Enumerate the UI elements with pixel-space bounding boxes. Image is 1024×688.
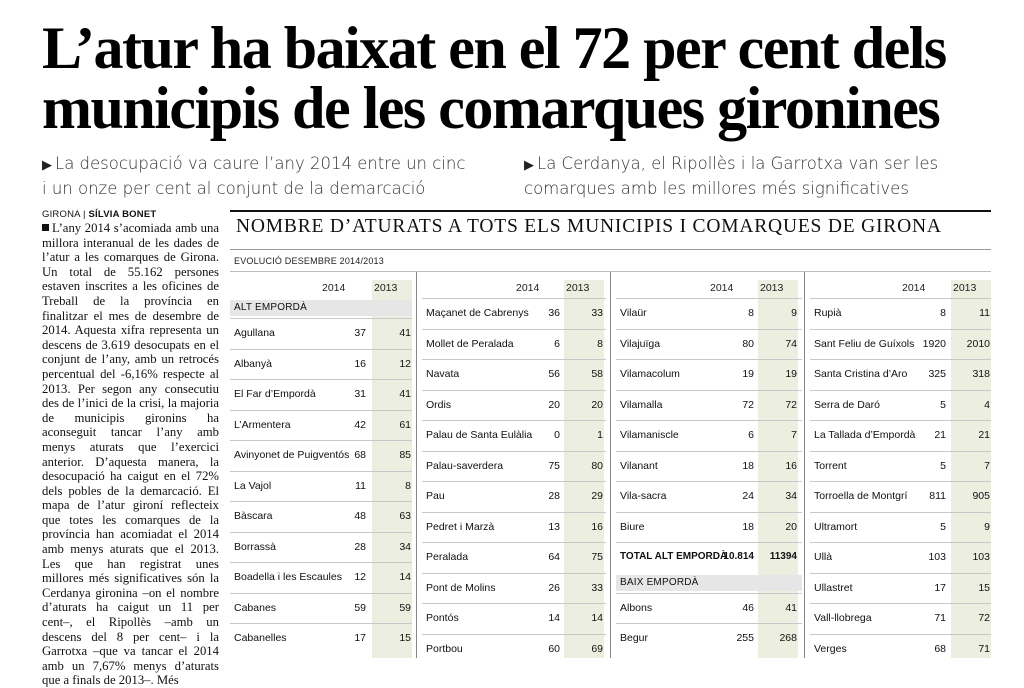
table-row [230,501,412,532]
municipality-name: Pedret i Marzà [426,520,495,533]
headline-line-2: municipis de les comarques gironines [42,75,940,141]
value-2014: 18 [742,459,754,472]
value-2014: 28 [354,540,366,553]
value-2013: 12 [399,357,411,370]
municipality-name: Vilajuïga [620,337,661,350]
table-row [810,512,991,543]
municipality-name: Portbou [426,642,463,655]
value-2014: 68 [354,449,366,461]
value-2014: 48 [354,510,366,522]
value-2014: 59 [354,601,366,614]
year-header-2014: 2014 [902,282,926,294]
table-row [616,451,802,482]
table-row [230,410,412,441]
byline-author: SÍLVIA BONET [88,209,157,220]
value-2014: 71 [934,612,946,624]
value-2013: 69 [591,642,603,655]
value-2014: 36 [548,307,560,319]
table-row [810,298,991,329]
municipality-name: Navata [426,368,460,380]
table-row [422,542,606,573]
municipality-name: Pont de Molins [426,581,496,594]
table-row [616,623,802,654]
value-2014: 18 [742,520,754,533]
value-2013: 103 [972,551,990,563]
table-column [810,272,991,658]
value-2013: 21 [978,429,990,441]
value-2013: 11394 [769,551,797,562]
value-2013: 63 [399,510,411,522]
year-header-2013: 2013 [760,282,784,294]
value-2014: 72 [742,398,754,411]
column-separator [416,272,417,658]
table-row [422,298,606,329]
value-2014: 103 [928,551,946,563]
municipality-name: Avinyonet de Puigventós [234,449,350,461]
municipality-name: Begur [620,632,649,644]
table-row [616,593,802,624]
table-row [422,603,606,634]
value-2014: 60 [548,642,560,655]
municipality-name: Ultramort [814,520,858,533]
municipality-name: Rupià [814,307,842,319]
municipality-name: Pontós [426,612,459,624]
table-title-rule [230,249,991,250]
value-2013: 14 [591,612,603,624]
subhead-1-line-2: i un onze per cent al conjunt de la demarcació [42,179,426,198]
table-row [422,329,606,360]
table-row [810,451,991,482]
value-2013: 9 [791,307,797,319]
value-2013: 61 [399,418,411,431]
triangle-bullet-icon: ▶ [524,158,534,173]
value-2013: 4 [984,398,990,411]
value-2013: 268 [779,632,797,644]
table-row [230,379,412,410]
value-2013: 58 [591,368,603,380]
municipality-name: Peralada [426,551,469,563]
value-2014: 80 [742,337,754,350]
table-top-rule [230,210,991,212]
table-row [616,329,802,360]
municipality-name: Bàscara [234,510,273,522]
value-2014: 6 [554,337,560,350]
table-row [230,471,412,502]
municipality-name: Verges [814,642,847,655]
value-2014: 37 [354,327,366,339]
subhead-2-line-2: comarques amb les millores més significatives [524,179,909,198]
table-row [616,390,802,421]
subhead-2-line-1: La Cerdanya, el Ripollès i la Garrotxa van ser les [537,154,939,173]
table-row [422,390,606,421]
municipality-name: Vilaür [620,307,647,319]
table-row [230,593,412,624]
value-2014: 325 [928,368,946,380]
square-bullet-icon [42,224,49,231]
value-2013: 59 [399,601,411,614]
value-2013: 20 [591,398,603,411]
table-row [616,359,802,390]
value-2014: 46 [742,601,754,614]
value-2014: 31 [354,388,366,400]
value-2013: 905 [972,490,990,502]
subhead-1-line-1: La desocupació va caure l’any 2014 entre un cinc [55,154,466,173]
value-2013: 318 [972,368,990,380]
column-separator [610,272,611,658]
value-2013: 15 [978,581,990,594]
municipality-name: Sant Feliu de Guíxols [814,337,915,350]
value-2013: 8 [405,479,411,492]
table-row [422,451,606,482]
municipality-name: Ullastret [814,581,853,594]
value-2014: 26 [548,581,560,594]
value-2013: 29 [591,490,603,502]
value-2014: 12 [354,571,366,583]
municipality-name: Vila-sacra [620,490,667,502]
table-column [230,272,412,658]
table-row [230,440,412,471]
year-header-2014: 2014 [710,282,734,294]
table-row [422,573,606,604]
table-title: NOMBRE D’ATURATS A TOTS ELS MUNICIPIS I COMARQUES DE GIRONA [236,216,942,237]
table-row [616,298,802,329]
year-header-2013: 2013 [566,282,590,294]
table-row [810,542,991,573]
value-2013: 7 [984,459,990,472]
municipality-name: Mollet de Peralada [426,337,514,350]
municipality-name: Santa Cristina d’Aro [814,368,908,380]
year-header-2013: 2013 [953,282,977,294]
table-row [616,512,802,543]
value-2013: 14 [399,571,411,583]
value-2014: 16 [354,357,366,370]
value-2013: 16 [591,520,603,533]
value-2013: 9 [984,520,990,533]
municipality-name: El Far d’Empordà [234,388,316,400]
value-2014: 255 [736,632,754,644]
table-row [230,349,412,380]
table-row [810,329,991,360]
municipality-name: TOTAL ALT EMPORDÀ [620,551,728,562]
municipality-name: Torroella de Montgrí [814,490,908,502]
value-2014: 13 [548,520,560,533]
municipality-name: Agullana [234,327,275,339]
year-header-2013: 2013 [374,282,398,294]
municipality-name: Palau de Santa Eulàlia [426,429,533,441]
value-2014: 24 [742,490,754,502]
municipality-name: Boadella i les Escaules [234,571,342,583]
municipality-name: Ullà [814,551,833,563]
value-2013: 80 [591,459,603,472]
value-2013: 34 [785,490,797,502]
byline-place: GIRONA [42,209,81,220]
value-2013: 85 [399,449,411,461]
value-2013: 15 [399,632,411,644]
article-text: L’any 2014 s’acomiada amb una millora interanual de les dades de l’atur a les comarques de Girona. Un total de 55.162 persones estaven inscrites a les oficines de Treball de la província en finalitzar el mes de desembre de 2014. Aquesta xifra representa un descens de 3.619 desocupats en el conjunt de l’any, amb un retrocés percentual del -6,16% respecte al 2013. Per segon any consecutiu des de l’inici de la crisi, la majoria de municipis gironins ha aconseguit tancar l’any amb menys aturats que l’exercici anterior. D’aquesta manera, la desocupació ha caigut en el 72% dels pobles de la demarcació. El mapa de l’atur gironí reflecteix que totes les comarques de la província han acomiadat el 2014 amb menys aturats que el 2013. Les que han registrat unes millores més significatives són la Cerdanya gironina –on el nombre d’aturats ha caigut un 11 per cent–, el Ripollès –amb un descens del 8 per cent– i la Garrotxa –que va tancar el 2014 amb un 7,67% menys d’aturats que a finals de 2013–. Més [42,221,219,688]
value-2014: 56 [548,368,560,380]
municipality-name: Vilamaniscle [620,429,679,441]
value-2014: 17 [934,581,946,594]
table-row [230,318,412,349]
municipality-name: Torrent [814,459,847,472]
value-2013: 8 [597,337,603,350]
value-2013: 33 [591,581,603,594]
municipality-name: Vall-llobrega [814,612,872,624]
value-2013: 16 [785,459,797,472]
value-2013: 19 [785,368,797,380]
value-2013: 33 [591,307,603,319]
subhead-1 [42,152,502,200]
value-2013: 75 [591,551,603,563]
table-row [616,420,802,451]
table-row [230,532,412,563]
table-row [230,562,412,593]
value-2014: 21 [934,429,946,441]
table-row [810,359,991,390]
section-label: BAIX EMPORDÀ [620,576,699,588]
table-row [422,512,606,543]
value-2014: 1920 [922,337,946,350]
value-2013: 11 [979,307,990,319]
value-2014: 5 [940,520,946,533]
column-separator [804,272,805,658]
total-row [616,542,802,573]
municipality-name: Serra de Daró [814,398,880,411]
municipality-name: Vilanant [620,459,658,472]
table-row [810,603,991,634]
headline-line-1: L’atur ha baixat en el 72 per cent dels [42,15,946,81]
municipality-name: Vilamalla [620,398,663,411]
value-2013: 74 [785,337,797,350]
municipality-name: La Vajol [234,479,272,492]
municipality-name: La Tallada d’Empordà [814,429,916,441]
value-2014: 11 [355,479,366,492]
value-2014: 10.814 [723,551,754,562]
table-row [810,390,991,421]
municipality-name: Cabanes [234,601,277,614]
value-2013: 41 [399,327,411,339]
value-2013: 41 [399,388,411,400]
table-row [810,573,991,604]
subhead-2 [524,152,994,200]
value-2014: 5 [940,459,946,472]
table-row [422,481,606,512]
value-2014: 19 [742,368,754,380]
year-header-2014: 2014 [322,282,346,294]
table-column [616,272,802,658]
table-column [422,272,606,658]
value-2014: 811 [929,490,946,502]
value-2014: 5 [940,398,946,411]
value-2014: 17 [354,632,366,644]
value-2014: 20 [548,398,560,411]
table-row [422,634,606,665]
value-2014: 6 [748,429,754,441]
municipality-name: Pau [426,490,445,502]
value-2013: 72 [785,398,797,411]
municipality-name: Palau-saverdera [426,459,504,472]
value-2014: 42 [354,418,366,431]
table-subtitle: EVOLUCIÓ DESEMBRE 2014/2013 [234,256,384,266]
value-2013: 34 [399,540,411,553]
value-2013: 7 [791,429,797,441]
article-body [42,221,219,688]
triangle-bullet-icon: ▶ [42,158,52,173]
table-row [810,634,991,665]
headline [42,15,1002,141]
section-label: ALT EMPORDÀ [234,302,307,313]
value-2014: 68 [934,642,946,655]
municipality-name: Albons [620,601,653,614]
table-row [230,623,412,654]
value-2013: 1 [597,429,603,441]
value-2014: 8 [940,307,946,319]
table-row [422,359,606,390]
municipality-name: Borrassà [234,540,277,553]
table-row [810,420,991,451]
value-2014: 14 [548,612,560,624]
byline: GIRONA | SÍLVIA BONET [42,209,157,220]
municipality-name: Biure [620,520,645,533]
municipality-name: Albanyà [234,357,272,370]
value-2013: 41 [785,601,797,614]
table-row [422,420,606,451]
municipality-name: Vilamacolum [620,368,680,380]
value-2013: 2010 [966,337,990,350]
table-row [616,481,802,512]
value-2014: 28 [548,490,560,502]
municipality-name: Maçanet de Cabrenys [426,307,529,319]
section-header [616,575,802,591]
year-header-2014: 2014 [516,282,540,294]
value-2013: 71 [978,642,990,655]
value-2014: 8 [748,307,754,319]
value-2014: 64 [548,551,560,563]
municipality-name: Ordis [426,398,452,411]
section-header [230,300,412,316]
value-2013: 72 [978,612,990,624]
municipality-name: L’Armentera [234,418,291,431]
value-2014: 0 [554,429,560,441]
value-2013: 20 [785,520,797,533]
municipality-name: Cabanelles [234,632,287,644]
table-row [810,481,991,512]
value-2014: 75 [548,459,560,472]
